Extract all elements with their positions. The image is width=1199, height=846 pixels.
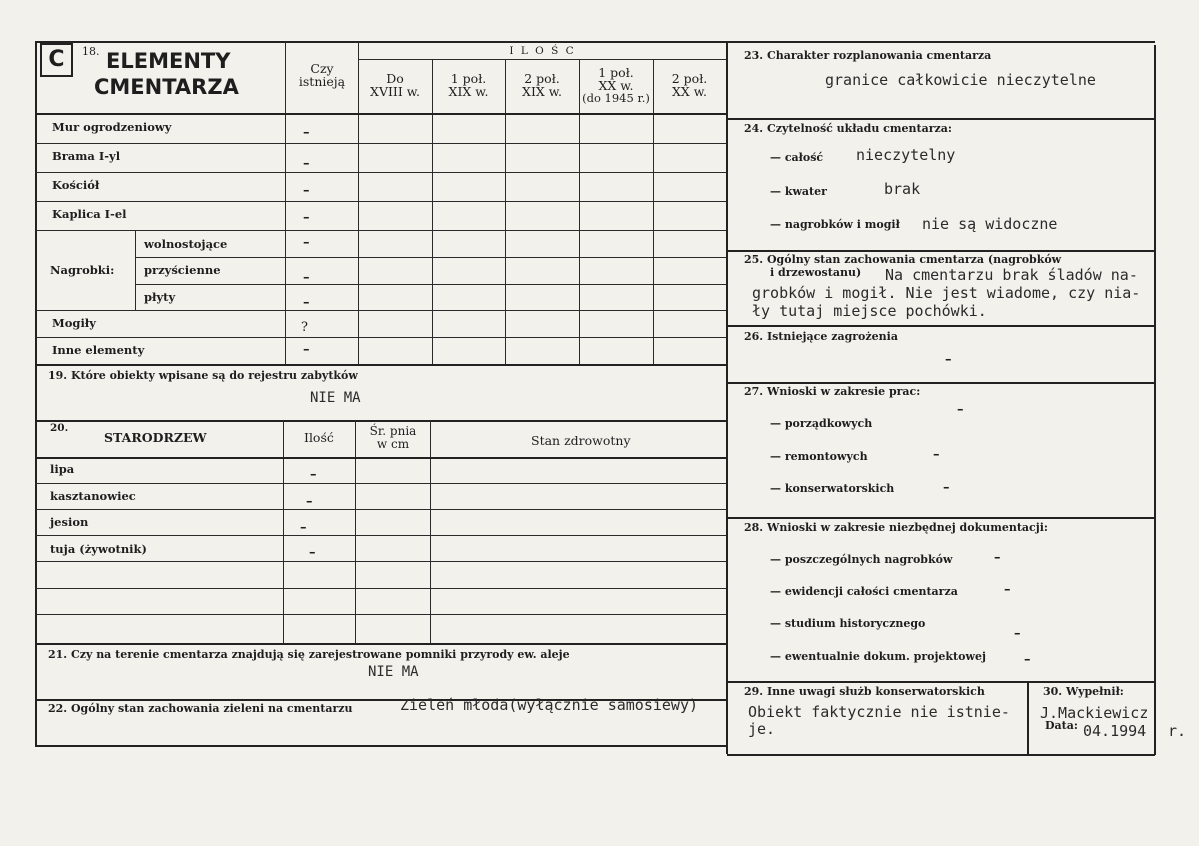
- grid-h: [35, 172, 726, 173]
- exists-value: –: [303, 156, 310, 171]
- q19-label: 19. Które obiekty wpisane są do rejestru zabytków: [48, 369, 358, 382]
- tree-qty: –: [300, 520, 307, 535]
- section-number: 18.: [82, 45, 100, 58]
- q25-label-line1: 25. Ogólny stan zachowania cmentarza (nagrobków: [744, 253, 1062, 266]
- q27-item-label: — porządkowych: [770, 417, 873, 430]
- q30-label: 30. Wypełnił:: [1043, 685, 1124, 698]
- exists-value: –: [303, 235, 310, 250]
- q22-answer: Zieleń młoda(wyłącznie samosiewy): [400, 696, 699, 714]
- row-label-church: Kościół: [52, 178, 100, 192]
- grid-h: [35, 614, 726, 615]
- grid-v: [432, 59, 433, 365]
- frame-top: [35, 41, 1155, 43]
- period-header-3: 2 poł. XIX w.: [522, 71, 562, 99]
- grid-h: [35, 337, 726, 338]
- exists-value: –: [303, 342, 310, 357]
- q23-answer: granice całkowicie nieczytelne: [825, 71, 1096, 89]
- q28-label: 28. Wnioski w zakresie niezbędnej dokumentacji:: [744, 521, 1048, 534]
- q25-answer-line1: Na cmentarzu brak śladów na-: [885, 266, 1138, 284]
- grid-h: [35, 143, 726, 144]
- exists-value: –: [303, 210, 310, 225]
- q24-label: 24. Czytelność układu cmentarza:: [744, 122, 952, 135]
- q26-answer: –: [945, 352, 952, 367]
- q27-item-answer: –: [943, 480, 950, 495]
- tree-qty: –: [309, 545, 316, 560]
- row-label-gate: Brama I-yl: [52, 149, 121, 163]
- grid-v: [653, 59, 654, 365]
- exists-value: ?: [301, 320, 308, 335]
- row-label-slabs: płyty: [144, 290, 176, 304]
- grid-h: [35, 457, 726, 459]
- frame-bottom-right: [727, 754, 1155, 756]
- row-label-wall: Mur ogrodzeniowy: [52, 120, 172, 134]
- q29-answer-line1: Obiekt faktycznie nie istnie-: [748, 703, 1010, 721]
- row-label-other: Inne elementy: [52, 343, 145, 357]
- row-label-nagrobki: Nagrobki:: [50, 263, 115, 277]
- row-label-graves: Mogiły: [52, 316, 96, 330]
- grid-h: [727, 681, 1154, 683]
- q28-item-answer: –: [1024, 652, 1031, 667]
- tree-name: kasztanowiec: [50, 489, 136, 503]
- grid-h: [35, 113, 726, 115]
- q28-item-answer: –: [1004, 582, 1011, 597]
- grid-h: [35, 535, 726, 536]
- trees-col-qty: Ilość: [304, 430, 334, 445]
- section-title-line2: CMENTARZA: [94, 75, 239, 99]
- col-quantity-header: I L O Ś C: [509, 45, 576, 57]
- q21-label: 21. Czy na terenie cmentarza znajdują się zarejestrowane pomniki przyrody ew. aleje: [48, 648, 570, 661]
- row-label-freestanding: wolnostojące: [144, 237, 228, 251]
- frame-bottom-left: [35, 745, 727, 747]
- q23-label: 23. Charakter rozplanowania cmentarza: [744, 49, 992, 62]
- q28-item-label: — studium historycznego: [770, 617, 926, 630]
- q27-item-label: — konserwatorskich: [770, 482, 895, 495]
- q26-label: 26. Istniejące zagrożenia: [744, 330, 898, 343]
- q27-label: 27. Wnioski w zakresie prac:: [744, 385, 921, 398]
- grid-h: [727, 250, 1154, 252]
- q28-item-answer: –: [1014, 626, 1021, 641]
- exists-value: –: [303, 183, 310, 198]
- q27-item-answer: –: [933, 447, 940, 462]
- frame-right: [1154, 45, 1156, 755]
- grid-h: [35, 509, 726, 510]
- grid-h: [35, 561, 726, 562]
- grid-v: [1027, 681, 1029, 754]
- grid-h: [35, 310, 726, 311]
- q27-top-mark: –: [957, 402, 964, 417]
- q28-item-label: — poszczególnych nagrobków: [770, 553, 953, 566]
- tree-name: jesion: [50, 515, 89, 529]
- grid-v: [135, 230, 136, 310]
- q24-item-answer: nieczytelny: [856, 146, 956, 164]
- section-title-line1: ELEMENTY: [106, 49, 231, 73]
- trees-col-name: STARODRZEW: [104, 430, 207, 445]
- q19-answer: NIE MA: [310, 390, 361, 406]
- exists-value: –: [303, 125, 310, 140]
- grid-v: [358, 41, 359, 365]
- q28-item-label: — ewidencji całości cmentarza: [770, 585, 958, 598]
- grid-v: [579, 59, 580, 365]
- q24-item-answer: brak: [884, 180, 921, 198]
- q30-date-value: 04.1994: [1083, 722, 1147, 740]
- q24-item-label: — całość: [770, 151, 824, 164]
- q25-answer-line2: grobków i mogił. Nie jest wiadome, czy nia-: [752, 284, 1141, 302]
- q22-label: 22. Ogólny stan zachowania zieleni na cmentarzu: [48, 702, 353, 715]
- period-header-5: 2 poł. XX w.: [671, 71, 708, 99]
- grid-h: [35, 643, 726, 645]
- frame-left: [35, 41, 37, 746]
- grid-v: [283, 420, 284, 644]
- grid-h: [35, 230, 726, 231]
- q29-answer-line2: je.: [748, 720, 776, 738]
- tree-name: tuja (żywotnik): [50, 542, 147, 556]
- grid-v: [430, 420, 431, 644]
- grid-h: [35, 588, 726, 589]
- grid-h: [727, 382, 1154, 384]
- trees-col-health: Stan zdrowotny: [531, 433, 631, 448]
- exists-value: –: [303, 270, 310, 285]
- q30-name: J.Mackiewicz: [1040, 704, 1149, 722]
- q20-number: 20.: [50, 422, 69, 434]
- q21-answer: NIE MA: [368, 664, 419, 680]
- tree-name: lipa: [50, 462, 75, 476]
- row-label-wall-mounted: przyścienne: [144, 263, 221, 277]
- col-exists-header: Czy istnieją: [298, 61, 346, 89]
- grid-h: [727, 325, 1154, 327]
- column-divider: [726, 41, 728, 754]
- q24-item-label: — kwater: [770, 185, 827, 198]
- grid-h: [135, 284, 726, 285]
- q28-item-label: — ewentualnie dokum. projektowej: [770, 650, 986, 663]
- q25-answer-line3: ły tutaj miejsce pochówki.: [752, 302, 987, 320]
- tree-qty: –: [306, 494, 313, 509]
- grid-h: [35, 201, 726, 202]
- grid-h: [727, 517, 1154, 519]
- grid-v: [505, 59, 506, 365]
- period-header-4: 1 poł. XX w. (do 1945 r.): [582, 65, 650, 105]
- row-label-chapel: Kaplica I-el: [52, 207, 127, 221]
- section-letter-box: C: [40, 43, 73, 77]
- grid-h: [727, 118, 1154, 120]
- q29-label: 29. Inne uwagi służb konserwatorskich: [744, 685, 985, 698]
- period-header-2: 1 poł. XIX w.: [448, 71, 489, 99]
- q24-item-answer: nie są widoczne: [922, 215, 1058, 233]
- tree-qty: –: [310, 467, 317, 482]
- exists-value: –: [303, 295, 310, 310]
- grid-h: [35, 364, 726, 366]
- grid-h: [35, 483, 726, 484]
- q30-date-suffix: r.: [1168, 722, 1187, 740]
- grid-v: [285, 41, 286, 365]
- q25-label-line2: i drzewostanu): [770, 266, 862, 279]
- trees-col-diam: Śr. pnia w cm: [369, 424, 417, 451]
- grid-h: [135, 257, 726, 258]
- q30-date-label: Data:: [1045, 719, 1078, 732]
- grid-h: [358, 59, 726, 60]
- grid-v: [355, 420, 356, 644]
- q24-item-label: — nagrobków i mogił: [770, 218, 900, 231]
- period-header-1: Do XVIII w.: [370, 71, 420, 99]
- q28-item-answer: –: [994, 550, 1001, 565]
- q27-item-label: — remontowych: [770, 450, 868, 463]
- grid-h: [35, 420, 726, 422]
